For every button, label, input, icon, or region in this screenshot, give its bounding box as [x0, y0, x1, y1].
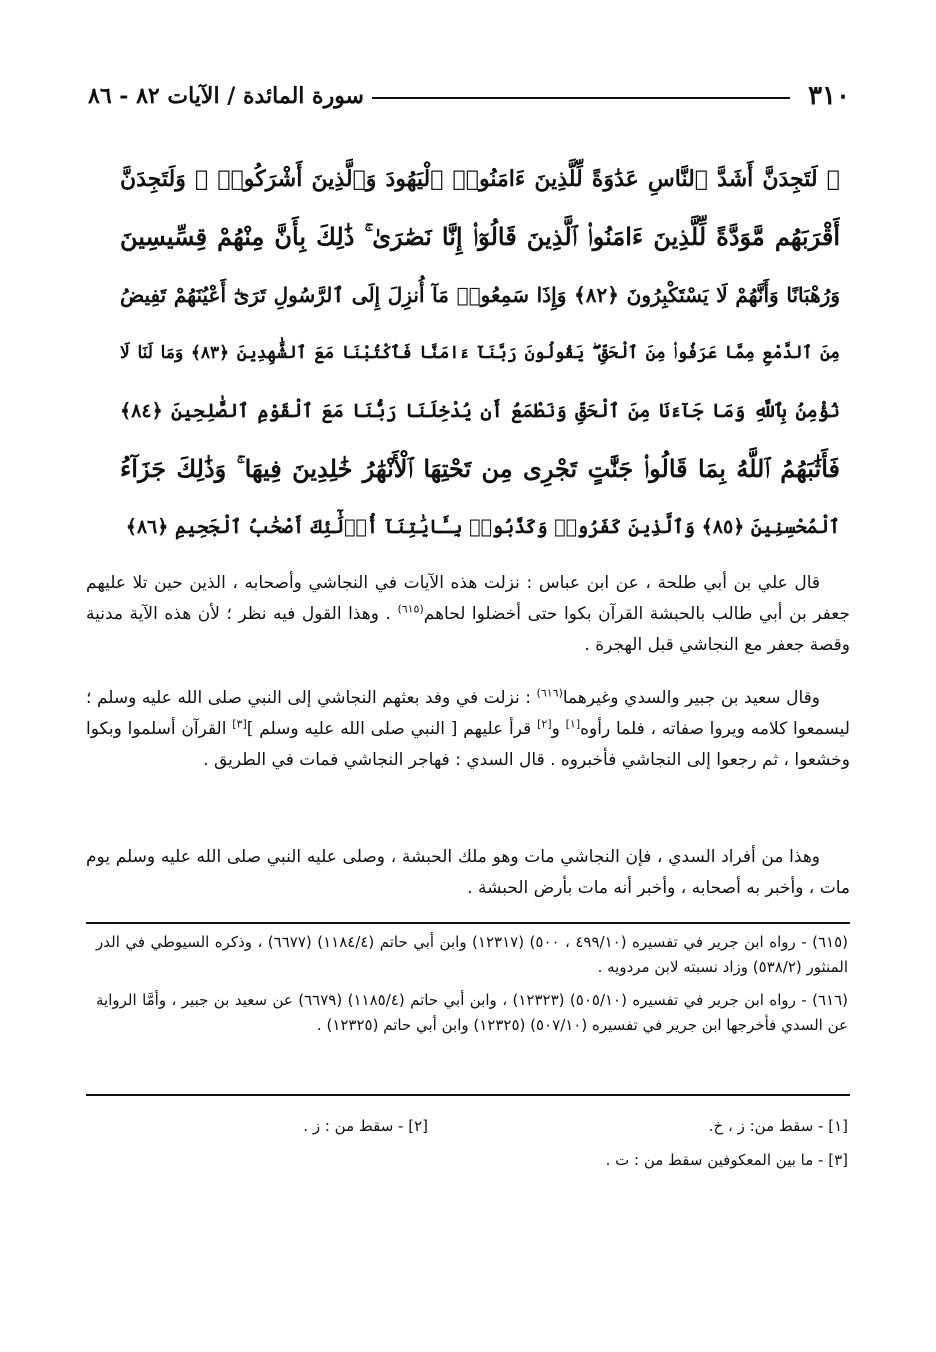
quran-line-5: نُؤْمِنُ بِٱللَّهِ وَمَا جَآءَنَا مِنَ ٱلْحَقِّ وَنَطْمَعُ أَن يُدْخِلَنَا رَبُّنَا مَعَ ٱلْقَوْمِ ٱلصَّٰلِحِينَ ﴿٨٤﴾: [120, 400, 840, 422]
footnote-separator: [86, 922, 850, 924]
variant-3: [٣] - ما بين المعكوفين سقط من : ت .: [605, 1151, 848, 1169]
quran-line-6: فَأَثَٰبَهُمُ ٱللَّهُ بِمَا قَالُوا۟ جَنَّٰتٍ تَجْرِى مِن تَحْتِهَا ٱلْأَنْهَٰرُ خَٰلِدِينَ فِيهَا ۚ وَذَٰلِكَ جَزَآءُ: [120, 454, 840, 483]
variant-row-1: [96, 1112, 848, 1146]
variant-ref-3[interactable]: [٣]: [232, 717, 247, 731]
variant-ref-2[interactable]: [٢]: [537, 717, 552, 731]
commentary-paragraph-1: [86, 568, 850, 661]
quran-line-1: ۞ لَتَجِدَنَّ أَشَدَّ ٱلنَّاسِ عَدَٰوَةً لِّلَّذِينَ ءَامَنُوا۟ ٱلْيَهُودَ وَٱلَّذِينَ أَشْرَكُوا۟ ۖ وَلَتَجِدَنَّ: [120, 166, 840, 192]
para2-text-d: قرأ عليهم [ النبي صلى الله عليه وسلم ]: [246, 719, 538, 739]
page-number: ٣١٠: [808, 81, 850, 111]
variant-ref-1[interactable]: [١]: [565, 717, 581, 731]
para2-text-a: وقال سعيد بن جبير والسدي وغيرهما: [562, 688, 820, 708]
para1-text-b: . وهذا القول فيه نظر ؛ لأن هذه الآية مدنية وقصة جعفر مع النجاشي قبل الهجرة .: [86, 604, 850, 655]
quran-line-3: وَرُهْبَانًا وَأَنَّهُمْ لَا يَسْتَكْبِرُونَ ﴿٨٢﴾ وَإِذَا سَمِعُوا۟ مَآ أُنزِلَ إِلَى ٱلرَّسُولِ تَرَىٰٓ أَعْيُنَهُمْ تَفِيضُ: [120, 283, 840, 307]
footnotes: [96, 930, 848, 1046]
quran-line-2: أَقْرَبَهُم مَّوَدَّةً لِّلَّذِينَ ءَامَنُوا۟ ٱلَّذِينَ قَالُوٓا۟ إِنَّا نَصَٰرَىٰ ۚ ذَٰلِكَ بِأَنَّ مِنْهُمْ قِسِّيسِينَ: [120, 222, 840, 251]
para2-text-e: القرآن أسلموا وبكوا وخشعوا ، ثم رجعوا إلى النجاشي فأخبروه . قال السدي : فهاجر النجاشي فمات في الطريق .: [86, 719, 850, 770]
para3-text: وهذا من أفراد السدي ، فإن النجاشي مات وهو ملك الحبشة ، وصلى عليه النبي صلى الله عليه وسلم يوم مات ، وأخبر به أصحابه ، وأخبر أنه مات بأرض الحبشة .: [86, 847, 850, 898]
para2-text-c: و: [551, 719, 566, 739]
footnote-ref-615[interactable]: (٦١٥): [397, 602, 424, 616]
page-header: [88, 78, 850, 114]
quran-verses: [120, 150, 840, 556]
footnote-616: (٦١٦) - رواه ابن جرير في تفسيره (٥٠٥/١٠) (١٢٣٢٣) ، وابن أبي حاتم (١١٨٥/٤) (٦٦٧٩) عن سعيد بن جبير ، وأمَّا الرواية عن السدي فأخرجها ابن جرير في تفسيره (٥٠٧/١٠) (١٢٣٢٥) وابن أبي حاتم (١٢٣٢٥) .: [96, 991, 848, 1034]
commentary-paragraph-3: [86, 842, 850, 904]
footnote-ref-616[interactable]: (٦١٦): [536, 686, 563, 700]
header-rule: [372, 97, 790, 99]
quran-line-7: ٱلْمُحْسِنِينَ ﴿٨٥﴾ وَٱلَّذِينَ كَفَرُوا۟ وَكَذَّبُوا۟ بِـَٔايَٰتِنَآ أُو۟لَٰٓئِكَ أَصْحَٰبُ ٱلْجَحِيمِ ﴿٨٦﴾: [125, 516, 840, 538]
manuscript-variants: [96, 1112, 848, 1180]
footnote-615: (٦١٥) - رواه ابن جرير في تفسيره (٤٩٩/١٠ ، ٥٠٠) (١٢٣١٧) وابن أبي حاتم (١١٨٤/٤) (٦٦٧٧) ، وذكره السيوطي في الدر المنثور (٥٣٨/٢) وزاد نسبته لابن مردويه .: [96, 933, 848, 976]
variants-separator: [86, 1094, 850, 1096]
commentary-paragraph-2: [86, 683, 850, 776]
page-title: سورة المائدة / الآيات ٨٢ - ٨٦: [88, 83, 364, 109]
quran-line-4: مِنَ ٱلدَّمْعِ مِمَّا عَرَفُوا۟ مِنَ ٱلْحَقِّ ۖ يَقُولُونَ رَبَّنَآ ءَامَنَّا فَٱكْتُبْنَا مَعَ ٱلشَّٰهِدِينَ ﴿٨٣﴾ وَمَا لَنَا لَا: [120, 343, 840, 363]
variant-1: [١] - سقط من: ز ، خ.: [708, 1117, 848, 1135]
para1-text-a: قال علي بن أبي طلحة ، عن ابن عباس : نزلت هذه الآيات في النجاشي وأصحابه ، الذين حين تلا عليهم جعفر بن أبي طالب بالحبشة القرآن بكوا حتى أخضلوا لحاهم: [86, 573, 850, 624]
para2-text-b: : نزلت في وفد بعثهم النجاشي إلى النبي صلى الله عليه وسلم ؛ ليسمعوا كلامه ويروا صفاته ، فلما رأوه: [86, 688, 850, 739]
variant-row-2: [96, 1146, 848, 1180]
variant-2: [٢] - سقط من : ز .: [303, 1117, 428, 1135]
